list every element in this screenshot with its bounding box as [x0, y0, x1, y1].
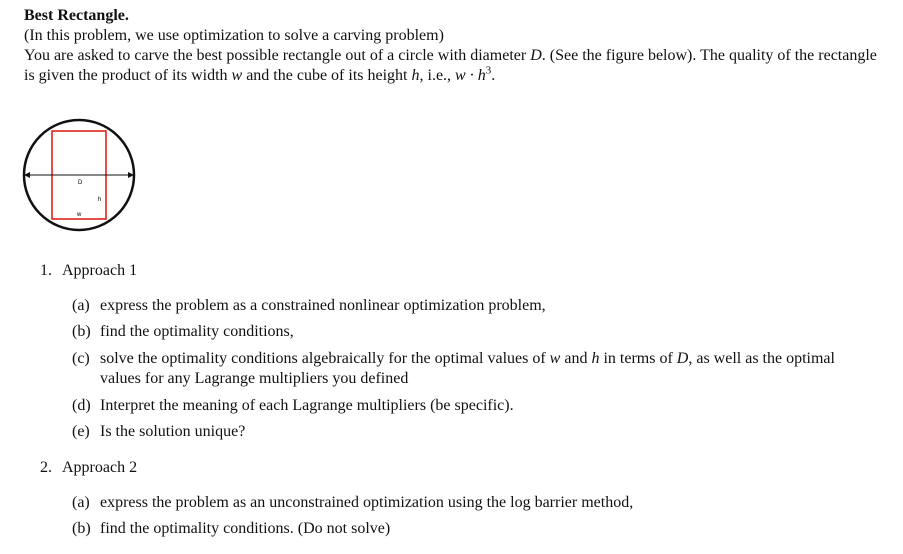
- item-c-text-3: in terms of: [599, 350, 677, 367]
- desc-exponent: 3: [485, 64, 492, 77]
- item-c-text: [100, 349, 862, 389]
- approach-2-item-a: [72, 493, 862, 513]
- problem-title: Best Rectangle.: [24, 7, 129, 24]
- item-a-text: express the problem as a constrained nonlinear optimization problem,: [100, 297, 546, 314]
- circle-rectangle-figure: [16, 112, 142, 238]
- label-width: w: [77, 212, 82, 218]
- label-diameter: D: [78, 180, 83, 186]
- item-e-text: Is the solution unique?: [100, 423, 246, 440]
- label-height: h: [98, 197, 102, 203]
- item-c-text-1: solve the optimality conditions algebraically for the optimal values of: [100, 350, 550, 367]
- approach-1-number: 1.: [40, 262, 52, 279]
- desc-text-4: , i.e.,: [419, 67, 456, 84]
- problem-description: [24, 46, 884, 86]
- approach-1-item-a: [72, 296, 862, 316]
- item-d-label: (d): [72, 397, 91, 414]
- item-b-text: find the optimality conditions,: [100, 323, 294, 340]
- desc-var-h: h: [411, 67, 420, 84]
- approach-2-title: Approach 2: [62, 459, 138, 476]
- item-a-label: (a): [72, 297, 90, 314]
- approach-2-item-b: [72, 519, 862, 539]
- item-c-var-w: w: [549, 350, 561, 367]
- approach-1-item-e: [72, 422, 862, 442]
- approach-2-number: 2.: [40, 459, 52, 476]
- approach-1-item-b: [72, 322, 862, 342]
- approach-1-title: Approach 1: [62, 262, 138, 279]
- item-c-var-h: h: [591, 350, 600, 367]
- problem-intro: (In this problem, we use optimization to solve a carving problem): [24, 27, 444, 44]
- item-2a-text: express the problem as an unconstrained optimization using the log barrier method,: [100, 494, 634, 511]
- approach-1-item-d: [72, 396, 862, 416]
- item-2b-text: find the optimality conditions. (Do not solve): [100, 520, 391, 537]
- item-c-text-4: , as well as the optimal values for any Lagrange multipliers you defined: [100, 350, 835, 387]
- figure-svg: [16, 112, 142, 238]
- approach-1-heading: [40, 261, 137, 281]
- item-b-label: (b): [72, 323, 91, 340]
- desc-var-w: w: [231, 67, 243, 84]
- item-2b-label: (b): [72, 520, 91, 537]
- approach-2-heading: [40, 458, 137, 478]
- item-c-label: (c): [72, 350, 90, 367]
- desc-text-1: You are asked to carve the best possible rectangle out of a circle with diameter: [24, 47, 531, 64]
- item-2a-label: (a): [72, 494, 90, 511]
- desc-var-d: D: [530, 47, 542, 64]
- desc-text-5: .: [491, 67, 496, 84]
- desc-text-3: and the cube of its height: [242, 67, 412, 84]
- desc-text-2: . (See the figure below). The quality of the rectangle is given the product of its width: [24, 47, 877, 84]
- problem-document: [24, 6, 884, 86]
- item-c-text-2: and: [560, 350, 592, 367]
- item-d-text: Interpret the meaning of each Lagrange multipliers (be specific).: [100, 397, 514, 414]
- item-e-label: (e): [72, 423, 90, 440]
- item-c-var-d: D: [676, 350, 689, 367]
- desc-expression: w · h: [455, 67, 486, 84]
- approach-1-item-c: [72, 349, 862, 389]
